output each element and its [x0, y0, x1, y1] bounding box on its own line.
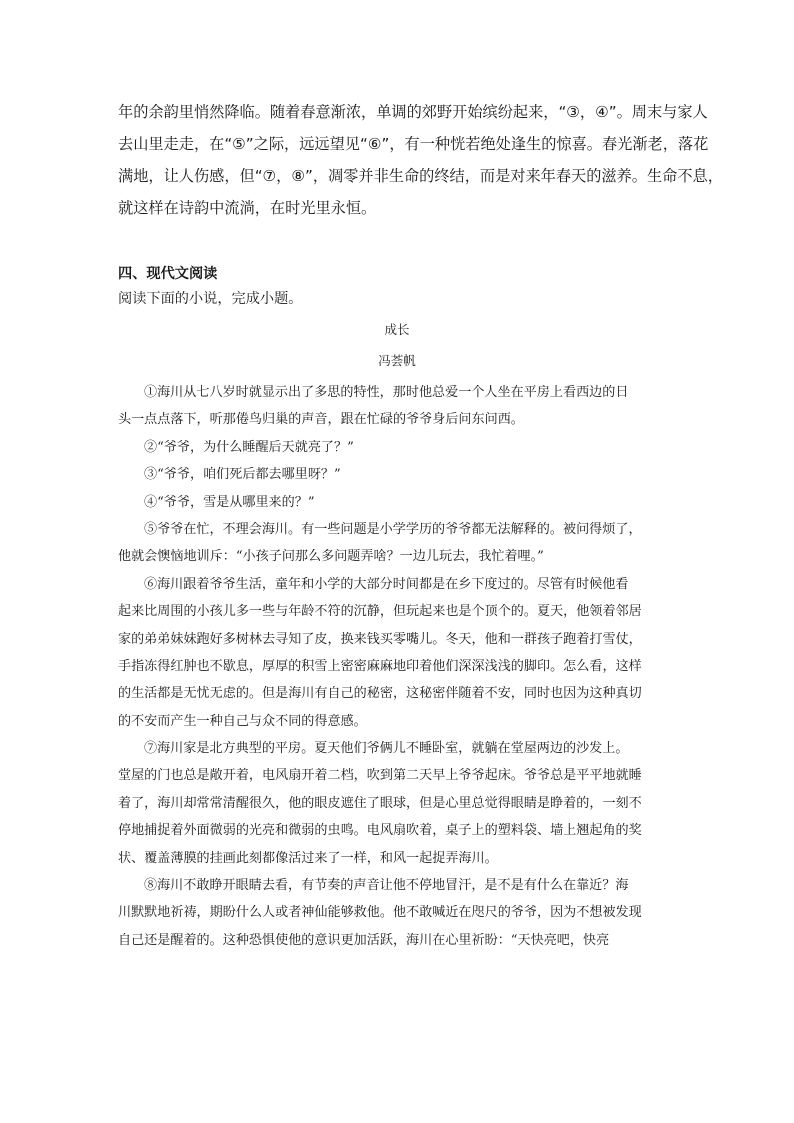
- story-paragraph-6: [118, 571, 684, 735]
- story-line: 堂屋的门也总是敞开着，电风扇开着二档，吹到第二天早上爷爷起床。爷爷总是平平地就睡: [118, 768, 642, 784]
- story-line: ⑦海川家是北方典型的平房。夏天他们爷俩儿不睡卧室，就躺在堂屋两边的沙发上。: [144, 741, 629, 757]
- story-line: ④“爷爷，雪是从哪里来的？”: [144, 494, 315, 510]
- story-line: ⑧海川不敢睁开眼睛去看，有节奏的声音让他不停地冒汗，是不是有什么在靠近？海: [144, 878, 629, 894]
- story-line: 起来比周围的小孩儿多一些与年龄不符的沉静，但玩起来也是个顶个的。夏天，他领着邻居: [118, 604, 642, 620]
- story-line: ①海川从七八岁时就显示出了多思的特性，那时他总爱一个人坐在平房上看西边的日: [144, 385, 629, 400]
- story-body: [118, 379, 684, 954]
- story-paragraph-3: [118, 461, 684, 488]
- section-heading: 四、现代文阅读: [118, 266, 218, 282]
- story-paragraph-5: [118, 516, 684, 571]
- intro-paragraph: [118, 96, 723, 224]
- story-title: 成长: [384, 322, 410, 337]
- story-line: 的生活都是无忧无虑的。但是海川有自己的秘密，这秘密伴随着不安，同时也因为这种真切: [118, 686, 642, 702]
- story-line: ⑤爷爷在忙，不理会海川。有一些问题是小学学历的爷爷都无法解释的。被问得烦了，: [144, 521, 642, 537]
- story-line: 手指冻得红肿也不歇息，厚厚的积雪上密密麻麻地印着他们深深浅浅的脚印。怎么看，这样: [118, 658, 642, 674]
- story-paragraph-8: [118, 872, 684, 954]
- story-line: ③“爷爷，咱们死后都去哪里呀？”: [144, 467, 341, 483]
- intro-line: 就这样在诗韵中流淌，在时光里永恒。: [118, 199, 377, 217]
- story-line: 停地捕捉着外面微弱的光亮和微弱的虫鸣。电风扇吹着，桌子上的塑料袋、墙上翘起角的奖: [118, 823, 642, 839]
- intro-line: 满地，让人伤感，但“⑦，⑧”，凋零并非生命的终结，而是对来年春天的滋养。生命不息，: [118, 167, 723, 185]
- story-line: 川默默地祈祷，期盼什么人或者神仙能够救他。他不敢喊近在咫尺的爷爷，因为不想被发现: [118, 905, 642, 921]
- story-paragraph-1: [118, 379, 684, 434]
- story-line: ②“爷爷，为什么睡醒后天就亮了？”: [144, 439, 354, 455]
- story-line: 头一点点落下，听那倦鸟归巢的声音，跟在忙碌的爷爷身后问东问西。: [118, 412, 524, 428]
- story-line: 他就会懊恼地训斥：“小孩子问那么多问题弄啥？一边儿玩去，我忙着哩。”: [118, 549, 544, 565]
- story-line: 的不安而产生一种自己与众不同的得意感。: [118, 713, 367, 729]
- story-line: 状、覆盖薄膜的挂画此刻都像活过来了一样，和风一起捉弄海川。: [118, 850, 498, 866]
- intro-line: 年的余韵里悄然降临。随着春意渐浓，单调的郊野开始缤纷起来，“③，④”。周末与家人: [118, 103, 708, 121]
- intro-line: 去山里走走，在“⑤”之际，远远望见“⑥”，有一种恍若绝处逢生的惊喜。春光渐老，落花: [118, 135, 709, 153]
- story-line: ⑥海川跟着爷爷生活，童年和小学的大部分时间都是在乡下度过的。尽管有时候他看: [144, 576, 629, 592]
- story-paragraph-2: [118, 434, 684, 461]
- story-paragraph-4: [118, 489, 684, 516]
- section-instruction: 阅读下面的小说，完成小题。: [118, 291, 303, 307]
- story-line: 自己还是醒着的。这种恐惧使他的意识更加活跃，海川在心里祈盼：“天快亮吧，快亮: [118, 932, 610, 948]
- story-line: 家的弟弟妹妹跑好多树林去寻知了皮，换来钱买零嘴儿。冬天，他和一群孩子跑着打雪仗，: [118, 631, 642, 647]
- story-paragraph-7: [118, 735, 684, 872]
- story-author: 冯荟帆: [378, 353, 416, 368]
- story-line: 着了，海川却常常清醒很久，他的眼皮遮住了眼球，但是心里总觉得眼睛是睁着的，一刻不: [118, 795, 642, 811]
